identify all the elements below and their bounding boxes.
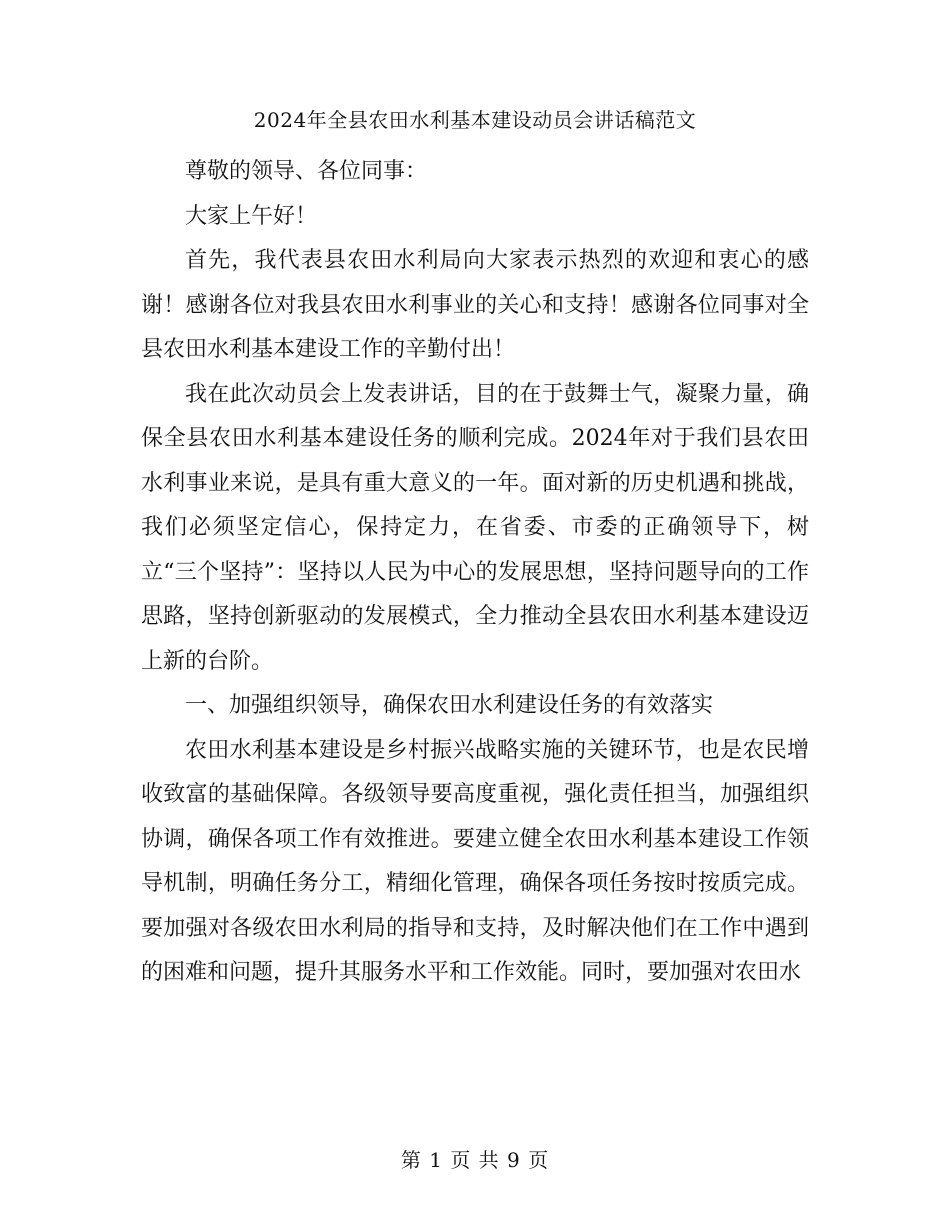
salutation-paragraph: 尊敬的领导、各位同事： <box>185 159 428 184</box>
thanks-paragraph: 首先，我代表县农田水利局向大家表示热烈的欢迎和衷心的感谢！感谢各位对我县农田水利事业的关心和支持！感谢各位同事对全县农田水利基本建设工作的辛勤付出！ <box>141 248 809 362</box>
document-body <box>141 150 809 996</box>
section-body-paragraph: 农田水利基本建设是乡村振兴战略实施的关键环节，也是农民增收致富的基础保障。各级领导要高度重视，强化责任担当，加强组织协调，确保各项工作有效推进。要建立健全农田水利基本建设工作领导机制，明确任务分工，精细化管理，确保各项任务按时按质完成。要加强对各级农田水利局的指导和支持，及时解决他们在工作中遇到的困难和问题，提升其服务水平和工作效能。同时，要加强对农田水 <box>141 737 809 985</box>
section-heading-1: 一、加强组织领导，确保农田水利建设任务的有效落实 <box>185 693 714 718</box>
page-footer: 第 1 页 共 9 页 <box>400 1148 550 1172</box>
document-title: 2024年全县农田水利基本建设动员会讲话稿范文 <box>253 108 697 132</box>
purpose-paragraph: 我在此次动员会上发表讲话，目的在于鼓舞士气，凝聚力量，确保全县农田水利基本建设任务的顺利完成。2024年对于我们县农田水利事业来说，是具有重大意义的一年。面对新的历史机遇和挑战，我们必须坚定信心，保持定力，在省委、市委的正确领导下，树立“三个坚持”：坚持以人民为中心的发展思想，坚持问题导向的工作思路，坚持创新驱动的发展模式，全力推动全县农田水利基本建设迈上新的台阶。 <box>141 381 809 674</box>
greeting-paragraph: 大家上午好！ <box>185 203 318 229</box>
